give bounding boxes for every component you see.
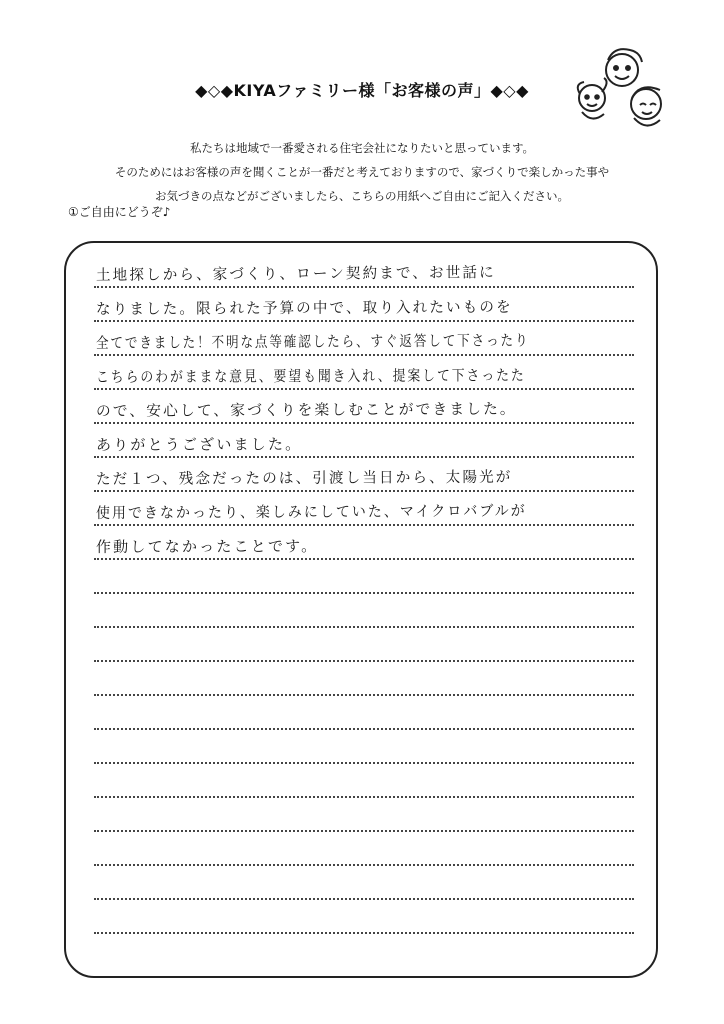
writing-line [94,422,634,424]
writing-line [94,728,634,730]
children-illustration [572,48,668,132]
writing-line [94,694,634,696]
writing-line [94,864,634,866]
handwritten-line: 使用できなかったり、楽しみにしていた、マイクロバブルが [95,501,527,522]
writing-line [94,388,634,390]
writing-line [94,592,634,594]
handwritten-line: ただ１つ、残念だったのは、引渡し当日から、太陽光が [95,467,513,488]
writing-line [94,490,634,492]
writing-line [94,932,634,934]
writing-line [94,796,634,798]
handwritten-line: ありがとうございました。 [95,435,303,454]
intro-text [0,136,724,208]
writing-line [94,898,634,900]
writing-line [94,456,634,458]
writing-line [94,286,634,288]
writing-line [94,660,634,662]
writing-line [94,762,634,764]
section-label: ①ご自由にどうぞ♪ [68,205,171,219]
writing-line [94,524,634,526]
handwritten-line: ので、安心して、家づくりを楽しむことができました。 [95,399,517,420]
writing-line [94,830,634,832]
intro-line: お気づきの点などがございましたら、こちらの用紙へご自由にご記入ください。 [155,189,569,203]
writing-line [94,558,634,560]
handwritten-line: こちらのわがままな意見、要望も聞き入れ、提案して下さったた [95,366,526,386]
intro-line: 私たちは地域で一番愛される住宅会社になりたいと思っています。 [189,141,535,155]
writing-line [94,354,634,356]
intro-line: そのためにはお客様の声を聞くことが一番だと考えておりますので、家づくりで楽しかった事や [114,165,610,179]
writing-line [94,626,634,628]
page-title: ◆◇◆KIYAファミリー様「お客様の声」◆◇◆ [195,81,529,100]
handwritten-line: なりました。限られた予算の中で、取り入れたいものを [95,297,513,318]
handwritten-line: 全てできました！不明な点等確認したら、すぐ返答して下さったり [95,331,530,352]
handwritten-line: 作動してなかったことです。 [95,537,319,556]
handwritten-line: 土地探しから、家づくり、ローン契約まで、お世話に [95,263,496,285]
writing-line [94,320,634,322]
